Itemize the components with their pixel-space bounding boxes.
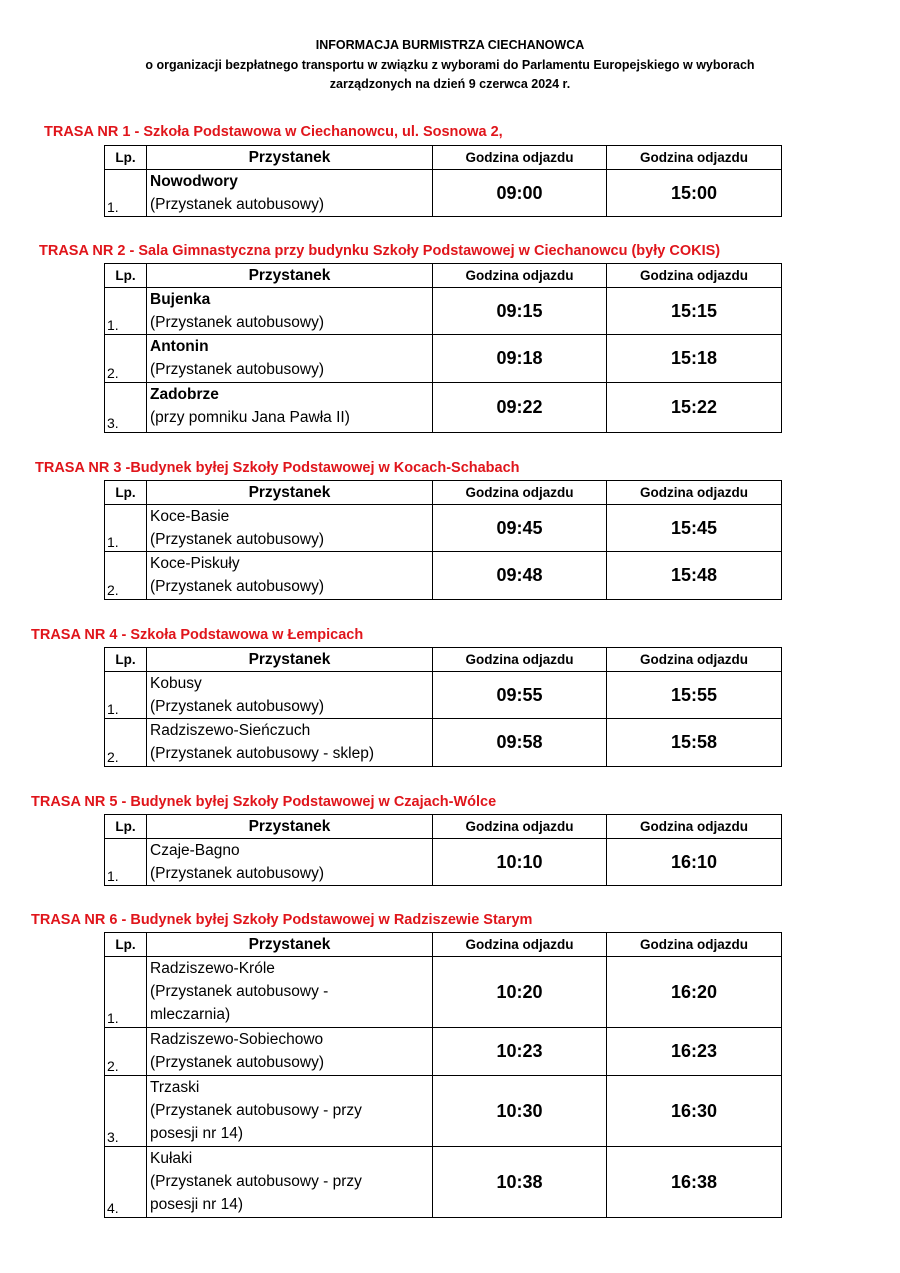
stop-header: Przystanek <box>147 815 433 839</box>
lp-header: Lp. <box>105 648 147 672</box>
stop-detail: (Przystanek autobusowy) <box>150 531 325 548</box>
row-number: 1. <box>105 839 147 886</box>
departure-time-2: 16:23 <box>607 1028 782 1076</box>
departure-header-2: Godzina odjazdu <box>607 815 782 839</box>
stop-detail: (Przystanek autobusowy - <box>150 983 329 1000</box>
route-table <box>104 480 782 600</box>
header-title: INFORMACJA BURMISTRZA CIECHANOWCA <box>315 38 585 52</box>
departure-header-1: Godzina odjazdu <box>433 481 607 505</box>
stop-name: Kułaki <box>150 1150 193 1167</box>
table-row <box>105 1028 782 1076</box>
route-title: TRASA NR 5 - Budynek byłej Szkoły Podstawowej w Czajach-Wólce <box>31 794 497 810</box>
route-table <box>104 814 782 886</box>
stop-detail: (Przystanek autobusowy) <box>150 578 325 595</box>
stop-name: Koce-Basie <box>150 508 230 525</box>
table-header-row <box>105 481 782 505</box>
stop-header: Przystanek <box>147 648 433 672</box>
stop-cell <box>147 1076 433 1147</box>
table-row <box>105 335 782 383</box>
table-header-row <box>105 933 782 957</box>
table-header-row <box>105 648 782 672</box>
route-table <box>104 932 782 1218</box>
route-table <box>104 263 782 433</box>
stop-detail: (Przystanek autobusowy) <box>150 865 325 882</box>
departure-time-2: 16:30 <box>607 1076 782 1147</box>
departure-header-2: Godzina odjazdu <box>607 146 782 170</box>
stop-cell <box>147 672 433 719</box>
header-subtitle-line1: o organizacji bezpłatnego transportu w związku z wyborami do Parlamentu Europejskiego w wyborach <box>145 57 755 72</box>
departure-time-1: 09:48 <box>433 552 607 600</box>
stop-detail: (Przystanek autobusowy) <box>150 361 325 378</box>
stop-cell <box>147 839 433 886</box>
departure-header-1: Godzina odjazdu <box>433 146 607 170</box>
stop-detail: (przy pomniku Jana Pawła II) <box>150 409 350 426</box>
stop-name: Trzaski <box>150 1079 200 1096</box>
lp-header: Lp. <box>105 933 147 957</box>
row-number: 3. <box>105 1076 147 1147</box>
departure-time-2: 15:22 <box>607 383 782 433</box>
departure-time-2: 16:10 <box>607 839 782 886</box>
departure-time-1: 10:38 <box>433 1147 607 1218</box>
departure-time-2: 15:45 <box>607 505 782 552</box>
departure-time-1: 09:15 <box>433 288 607 335</box>
table-header-row <box>105 264 782 288</box>
departure-time-1: 10:20 <box>433 957 607 1028</box>
departure-header-2: Godzina odjazdu <box>607 933 782 957</box>
route-title: TRASA NR 6 - Budynek byłej Szkoły Podstawowej w Radziszewie Starym <box>31 912 533 928</box>
departure-time-1: 10:30 <box>433 1076 607 1147</box>
table-row <box>105 672 782 719</box>
stop-cell <box>147 335 433 383</box>
stop-cell <box>147 170 433 217</box>
departure-time-2: 15:18 <box>607 335 782 383</box>
table-header-row <box>105 146 782 170</box>
stop-header: Przystanek <box>147 933 433 957</box>
table-row <box>105 383 782 433</box>
route-table <box>104 647 782 767</box>
table-row <box>105 552 782 600</box>
stop-name: Kobusy <box>150 675 202 692</box>
stop-cell <box>147 1028 433 1076</box>
stop-name: Koce-Piskuły <box>150 555 240 572</box>
stop-detail: (Przystanek autobusowy) <box>150 698 325 715</box>
table-row <box>105 505 782 552</box>
departure-time-1: 09:58 <box>433 719 607 767</box>
departure-time-1: 10:10 <box>433 839 607 886</box>
lp-header: Lp. <box>105 146 147 170</box>
stop-header: Przystanek <box>147 264 433 288</box>
row-number: 1. <box>105 672 147 719</box>
lp-header: Lp. <box>105 815 147 839</box>
stop-name: Nowodwory <box>150 173 238 190</box>
departure-time-1: 10:23 <box>433 1028 607 1076</box>
route-title: TRASA NR 4 - Szkoła Podstawowa w Łempicach <box>31 627 364 643</box>
stop-cell <box>147 383 433 433</box>
departure-header-1: Godzina odjazdu <box>433 264 607 288</box>
row-number: 1. <box>105 505 147 552</box>
departure-time-2: 15:58 <box>607 719 782 767</box>
departure-time-2: 15:15 <box>607 288 782 335</box>
lp-header: Lp. <box>105 481 147 505</box>
row-number: 3. <box>105 383 147 433</box>
stop-detail: (Przystanek autobusowy - sklep) <box>150 745 374 762</box>
row-number: 2. <box>105 1028 147 1076</box>
departure-header-2: Godzina odjazdu <box>607 481 782 505</box>
row-number: 2. <box>105 335 147 383</box>
table-row <box>105 170 782 217</box>
row-number: 4. <box>105 1147 147 1218</box>
stop-detail: (Przystanek autobusowy - przy <box>150 1102 362 1119</box>
departure-time-2: 15:48 <box>607 552 782 600</box>
stop-name: Antonin <box>150 338 209 355</box>
stop-cell <box>147 719 433 767</box>
route-title: TRASA NR 3 -Budynek byłej Szkoły Podstawowej w Kocach-Schabach <box>35 460 520 476</box>
lp-header: Lp. <box>105 264 147 288</box>
route-title: TRASA NR 1 - Szkoła Podstawowa w Ciechanowcu, ul. Sosnowa 2, <box>44 124 503 140</box>
stop-name: Czaje-Bagno <box>150 842 240 859</box>
stop-header: Przystanek <box>147 146 433 170</box>
stop-detail-cont: mleczarnia) <box>150 1006 231 1023</box>
stop-detail-cont: posesji nr 14) <box>150 1196 244 1213</box>
stop-cell <box>147 957 433 1028</box>
departure-time-1: 09:55 <box>433 672 607 719</box>
stop-name: Radziszewo-Sobiechowo <box>150 1031 324 1048</box>
stop-detail: (Przystanek autobusowy) <box>150 196 325 213</box>
departure-header-2: Godzina odjazdu <box>607 264 782 288</box>
row-number: 2. <box>105 719 147 767</box>
departure-time-2: 15:00 <box>607 170 782 217</box>
row-number: 2. <box>105 552 147 600</box>
stop-name: Radziszewo-Króle <box>150 960 275 977</box>
stop-name: Zadobrze <box>150 386 219 403</box>
stop-name: Bujenka <box>150 291 211 308</box>
departure-time-2: 16:38 <box>607 1147 782 1218</box>
route-title: TRASA NR 2 - Sala Gimnastyczna przy budynku Szkoły Podstawowej w Ciechanowcu (były COKIS) <box>39 243 721 259</box>
header-subtitle-line2: zarządzonych na dzień 9 czerwca 2024 r. <box>329 77 571 91</box>
departure-time-1: 09:45 <box>433 505 607 552</box>
table-row <box>105 719 782 767</box>
departure-time-2: 15:55 <box>607 672 782 719</box>
stop-detail: (Przystanek autobusowy) <box>150 1054 325 1071</box>
departure-time-1: 09:18 <box>433 335 607 383</box>
departure-time-1: 09:22 <box>433 383 607 433</box>
stop-detail: (Przystanek autobusowy - przy <box>150 1173 362 1190</box>
departure-time-1: 09:00 <box>433 170 607 217</box>
table-row <box>105 1076 782 1147</box>
stop-cell <box>147 505 433 552</box>
departure-header-1: Godzina odjazdu <box>433 933 607 957</box>
stop-cell <box>147 288 433 335</box>
stop-cell <box>147 1147 433 1218</box>
table-row <box>105 839 782 886</box>
stop-cell <box>147 552 433 600</box>
row-number: 1. <box>105 957 147 1028</box>
departure-header-2: Godzina odjazdu <box>607 648 782 672</box>
row-number: 1. <box>105 170 147 217</box>
table-row <box>105 1147 782 1218</box>
table-header-row <box>105 815 782 839</box>
departure-header-1: Godzina odjazdu <box>433 648 607 672</box>
document-header <box>0 36 900 95</box>
stop-detail: (Przystanek autobusowy) <box>150 314 325 331</box>
row-number: 1. <box>105 288 147 335</box>
route-table <box>104 145 782 217</box>
stop-header: Przystanek <box>147 481 433 505</box>
stop-detail-cont: posesji nr 14) <box>150 1125 244 1142</box>
departure-header-1: Godzina odjazdu <box>433 815 607 839</box>
stop-name: Radziszewo-Sieńczuch <box>150 722 311 739</box>
table-row <box>105 957 782 1028</box>
departure-time-2: 16:20 <box>607 957 782 1028</box>
table-row <box>105 288 782 335</box>
